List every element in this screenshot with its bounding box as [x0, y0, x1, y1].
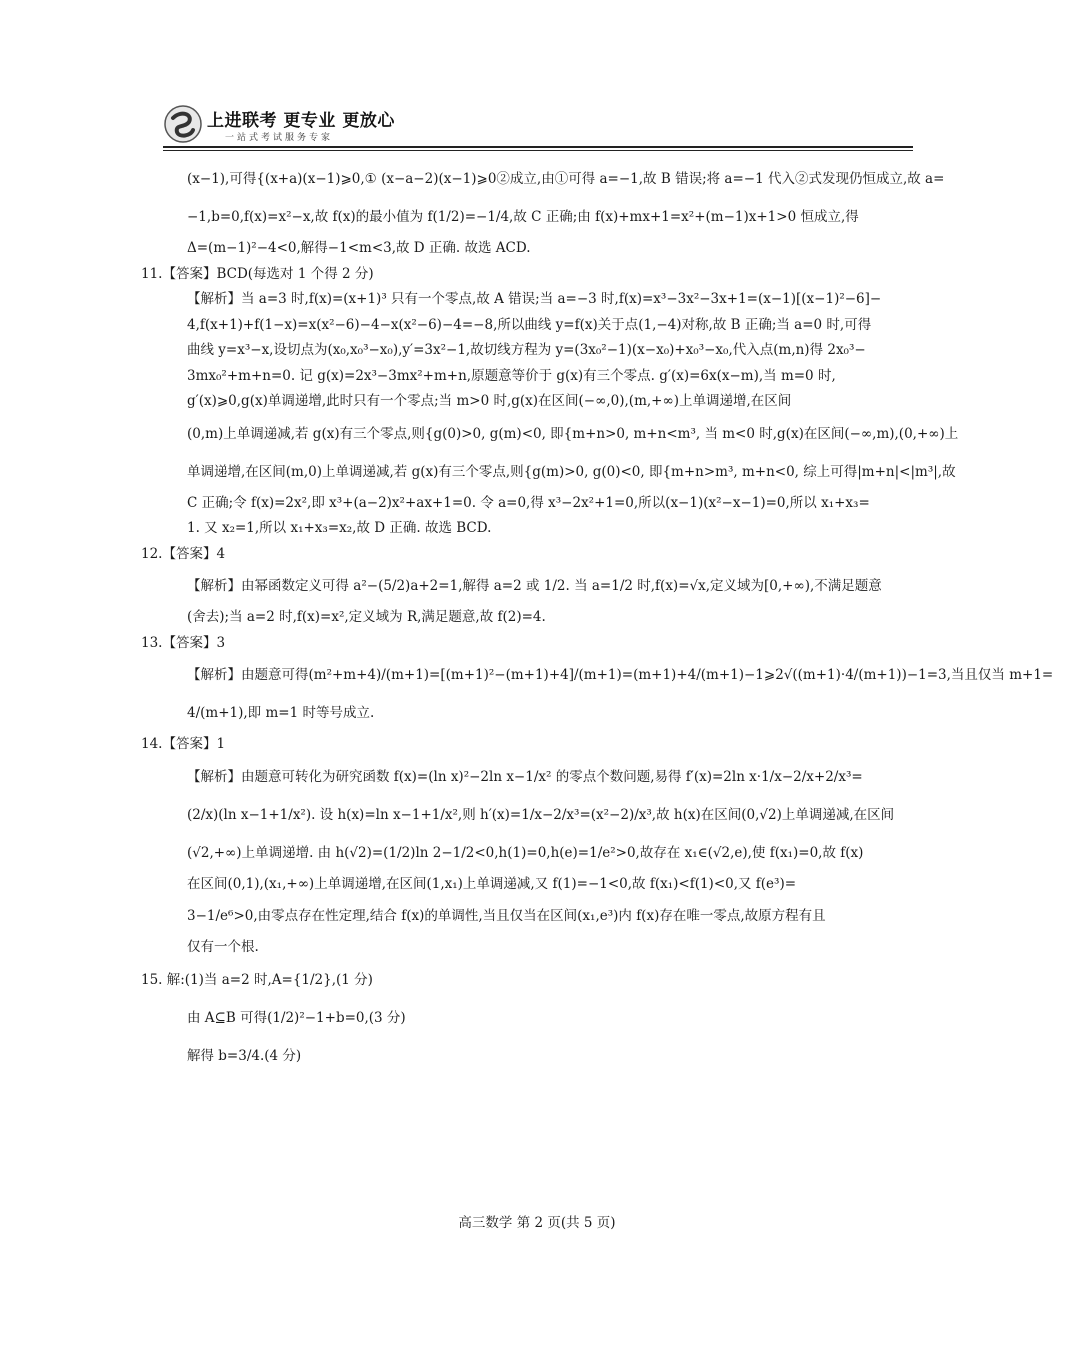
text-line: 解得 b=3/4.(4 分)	[187, 1047, 302, 1064]
solution-content	[141, 160, 1054, 1075]
text-line: 4/(m+1),即 m=1 时等号成立.	[187, 705, 375, 721]
text-line: (√2,+∞)上单调递增. 由 h(√2)=(1/2)ln 2−1/2<0,h(1)=0,h(e)=1/e²>0,故存在 x₁∈(√2,e),使 f(x₁)=0,故 f(x)	[187, 844, 864, 861]
header-rule	[163, 146, 913, 148]
brand-tagline: 一站式考试服务专家	[225, 133, 334, 143]
exam-logo-icon	[163, 104, 203, 144]
text-line: 13.【答案】3	[141, 634, 226, 651]
text-line: (舍去);当 a=2 时,f(x)=x²,定义域为 R,满足题意,故 f(2)=4.	[187, 609, 546, 625]
text-line: 1. 又 x₂=1,所以 x₁+x₃=x₂,故 D 正确. 故选 BCD.	[187, 520, 492, 536]
text-line: 11.【答案】BCD(每选对 1 个得 2 分)	[141, 265, 374, 282]
text-line: 【解析】由题意可转化为研究函数 f(x)=(ln x)²−2ln x−1/x² 的零点个数问题,易得 f′(x)=2ln x·1/x−2/x+2/x³=	[187, 768, 863, 785]
text-line: 【解析】由幂函数定义可得 a²−(5/2)a+2=1,解得 a=2 或 1/2. 当 a=1/2 时,f(x)=√x,定义域为[0,+∞),不满足题意	[187, 578, 882, 594]
text-line: Δ=(m−1)²−4<0,解得−1<m<3,故 D 正确. 故选 ACD.	[187, 240, 531, 256]
text-line: g′(x)⩾0,g(x)单调递增,此时只有一个零点;当 m>0 时,g(x)在区间(−∞,0),(m,+∞)上单调递增,在区间	[187, 393, 792, 409]
text-line: (0,m)上单调递减,若 g(x)有三个零点,则{g(0)>0, g(m)<0, 即{m+n>0, m+n<m³, 当 m<0 时,g(x)在区间(−∞,m),(0,+∞)上	[187, 425, 959, 442]
text-line: C 正确;令 f(x)=2x²,即 x³+(a−2)x²+ax+1=0. 令 a=0,得 x³−2x²+1=0,所以(x−1)(x²−x−1)=0,所以 x₁+x₃=	[187, 494, 870, 511]
text-line: (2/x)(ln x−1+1/x²). 设 h(x)=ln x−1+1/x²,则 h′(x)=1/x−2/x³=(x²−2)/x³,故 h(x)在区间(0,√2)上单调递减,在区间	[187, 806, 895, 823]
text-line: 14.【答案】1	[141, 736, 226, 752]
text-line: 在区间(0,1),(x₁,+∞)上单调递增,在区间(1,x₁)上单调递减,又 f(1)=−1<0,故 f(x₁)<f(1)<0,又 f(e³)=	[187, 875, 797, 892]
text-line: 15. 解:(1)当 a=2 时,A={1/2},(1 分)	[141, 971, 373, 988]
text-line: 单调递增,在区间(m,0)上单调递减,若 g(x)有三个零点,则{g(m)>0, g(0)<0, 即{m+n>m³, m+n<0, 综上可得|m+n|<|m³|,故	[187, 463, 956, 480]
text-line: 由 A⊆B 可得(1/2)²−1+b=0,(3 分)	[187, 1009, 406, 1026]
text-line: 3mx₀²+m+n=0. 记 g(x)=2x³−3mx²+m+n,原题意等价于 g(x)有三个零点. g′(x)=6x(x−m),当 m=0 时,	[187, 367, 836, 384]
text-line: −1,b=0,f(x)=x²−x,故 f(x)的最小值为 f(1/2)=−1/4,故 C 正确;由 f(x)+mx+1=x²+(m−1)x+1>0 恒成立,得	[187, 209, 859, 225]
text-line: 12.【答案】4	[141, 545, 226, 562]
text-line: 仅有一个根.	[187, 939, 259, 955]
page-footer: 高三数学 第 2 页(共 5 页)	[458, 1215, 616, 1231]
text-line: (x−1),可得{(x+a)(x−1)⩾0,① (x−a−2)(x−1)⩾0②成立,由①可得 a=−1,故 B 错误;将 a=−1 代入②式发现仍恒成立,故 a=	[187, 171, 945, 187]
page-header	[163, 100, 913, 150]
text-line: 【解析】当 a=3 时,f(x)=(x+1)³ 只有一个零点,故 A 错误;当 a=−3 时,f(x)=x³−3x²−3x+1=(x−1)[(x−1)²−6]−	[187, 291, 882, 307]
header-rule-thin	[163, 150, 913, 151]
text-line: 3−1/e⁶>0,由零点存在性定理,结合 f(x)的单调性,当且仅当在区间(x₁,e³)内 f(x)存在唯一零点,故原方程有且	[187, 908, 826, 924]
text-line: 【解析】由题意可得(m²+m+4)/(m+1)=[(m+1)²−(m+1)+4]/(m+1)=(m+1)+4/(m+1)−1⩾2√((m+1)·4/(m+1))−1=3,当且仅当 m+1=	[187, 667, 1054, 683]
text-line: 4,f(x+1)+f(1−x)=x(x²−6)−4−x(x²−6)−4=−8,所以曲线 y=f(x)关于点(1,−4)对称,故 B 正确;当 a=0 时,可得	[187, 316, 872, 333]
text-line: 曲线 y=x³−x,设切点为(x₀,x₀³−x₀),y′=3x²−1,故切线方程为 y=(3x₀²−1)(x−x₀)+x₀³−x₀,代入点(m,n)得 2x₀³−	[187, 342, 866, 358]
brand-slogan: 上进联考 更专业 更放心	[207, 111, 395, 131]
